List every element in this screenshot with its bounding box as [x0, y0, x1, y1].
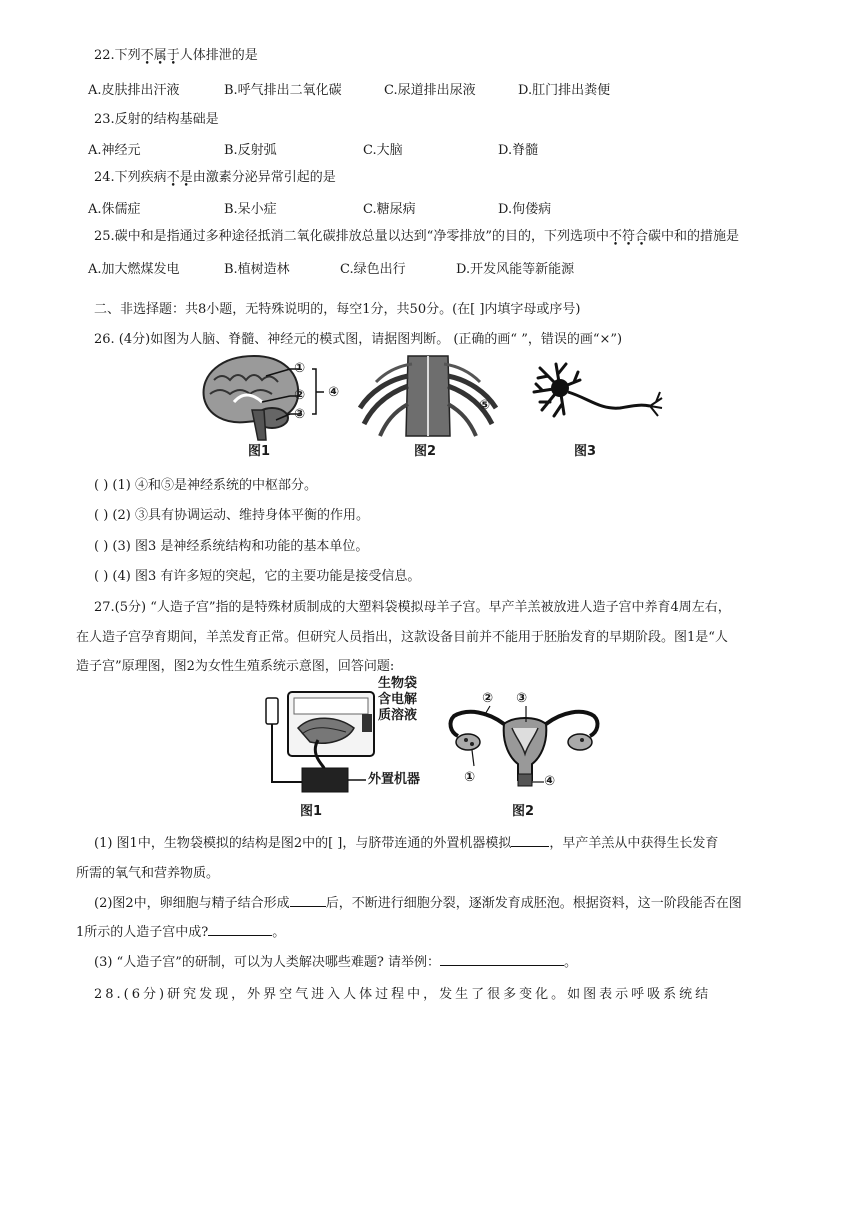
fig1-label-4: ④ — [328, 385, 340, 400]
q25-stem-post: 碳中和的措施是 — [648, 229, 740, 244]
q27-sub3-answer-blank[interactable] — [440, 953, 564, 966]
q26-caption-fig2: 图2 — [414, 444, 437, 459]
fig-repro-label-2: ② — [482, 691, 494, 706]
q24-option-d: D.佝偻病 — [498, 202, 552, 217]
spinal-cord-figure — [358, 352, 498, 438]
fig1-label-2: ② — [294, 388, 306, 403]
q25-option-a: A.加大燃煤发电 — [88, 262, 180, 277]
artificial-womb-figure — [262, 684, 378, 798]
q27-sub3-end: 。 — [563, 955, 577, 970]
q27-sub2-text-a: (2)图2中，卵细胞与精子结合形成 — [94, 896, 290, 911]
q27-sub1-text-a: (1) 图1中，生物袋模拟的结构是图2中的[ ]，与脐带连通的外置机器模拟 — [94, 836, 512, 851]
q25-option-b: B.植树造林 — [224, 262, 290, 277]
q22-emph-char: 属 — [153, 48, 167, 63]
q25-emph-char: 合 — [635, 229, 649, 244]
q27-sub2-answer-blank-2[interactable] — [208, 923, 272, 936]
q27-line-3: 造子宫”原理图，图2为女性生殖系统示意图，回答问题: — [76, 659, 395, 674]
q27-caption-fig1: 图1 — [300, 804, 323, 819]
q24-option-b: B.呆小症 — [224, 202, 277, 217]
fig2-label-5: ⑤ — [479, 398, 491, 413]
q22-emph-char: 于 — [166, 48, 180, 63]
q26-item-2: ( ) (2) ③具有协调运动、维持身体平衡的作用。 — [94, 508, 369, 523]
q27-sub1-text-b: ，早产羊羔从中获得生长发育 — [549, 836, 719, 851]
fig-womb-label-line2: 含电解 — [378, 692, 418, 707]
q27-sub1-line2: 所需的氧气和营养物质。 — [76, 866, 220, 881]
q22-option-a: A.皮肤排出汗液 — [88, 83, 180, 98]
q23-stem: 23.反射的结构基础是 — [94, 112, 219, 127]
q23-option-a: A.神经元 — [88, 143, 141, 158]
q22-option-c: C.尿道排出尿液 — [384, 83, 476, 98]
q27-line-1: 27.(5分) “人造子宫”指的是特殊材质制成的大塑料袋模拟母羊子宫。早产羊羔被放进人造子宫中养育4周左右， — [94, 600, 731, 615]
q25-emph-char: 符 — [621, 229, 635, 244]
q27-sub2-end: 。 — [272, 925, 286, 940]
q22-option-b: B.呼气排出二氧化碳 — [224, 83, 342, 98]
q27-sub1-line1 — [94, 832, 718, 851]
q24-stem-pre: 24.下列疾病 — [94, 170, 167, 185]
q27-sub2-line2 — [76, 921, 285, 940]
q24-emph-char: 不 — [166, 170, 180, 185]
fig-repro-label-1: ① — [464, 770, 476, 785]
q22-option-d: D.肛门排出粪便 — [518, 83, 611, 98]
q23-option-b: B.反射弧 — [224, 143, 277, 158]
q27-sub1-answer-blank[interactable] — [511, 834, 549, 847]
q26-caption-fig3: 图3 — [574, 444, 597, 459]
q27-sub2-line1 — [94, 892, 742, 911]
q27-caption-fig2: 图2 — [512, 804, 535, 819]
q23-option-c: C.大脑 — [363, 143, 403, 158]
q27-sub2-answer-blank[interactable] — [290, 894, 326, 907]
section-heading: 二、非选择题：共8小题，无特殊说明的，每空1分，共50分。(在[ ]内填字母或序号) — [94, 302, 581, 317]
q25-option-c: C.绿色出行 — [340, 262, 406, 277]
fig1-label-1: ① — [294, 361, 306, 376]
q22-emph-char: 不 — [140, 48, 154, 63]
q24-emph-char: 是 — [179, 170, 193, 185]
q26-item-3: ( ) (3) 图3 是神经系统结构和功能的基本单位。 — [94, 539, 369, 554]
fig-repro-label-4: ④ — [544, 774, 556, 789]
q27-sub2-text-c: 1所示的人造子宫中成? — [76, 925, 209, 940]
q24-option-a: A.侏儒症 — [88, 202, 141, 217]
q23-option-d: D.脊髓 — [498, 143, 539, 158]
q26-caption-fig1: 图1 — [248, 444, 271, 459]
q25-stem — [94, 225, 739, 244]
q27-line-2: 在人造子宫孕育期间，羊羔发育正常。但研究人员指出，这款设备目前并不能用于胚胎发育的早期阶段。图1是“人 — [76, 630, 728, 645]
q27-sub2-text-b: 后，不断进行细胞分裂，逐渐发育成胚泡。根据资料，这一阶段能否在图 — [325, 896, 742, 911]
q24-stem — [94, 166, 336, 185]
q25-option-d: D.开发风能等新能源 — [456, 262, 575, 277]
q26-item-4: ( ) (4) 图3 有许多短的突起，它的主要功能是接受信息。 — [94, 569, 421, 584]
q27-sub3 — [94, 951, 577, 970]
q27-sub3-text: (3) “人造子宫”的研制，可以为人类解决哪些难题? 请举例： — [94, 955, 440, 970]
q25-stem-pre: 25.碳中和是指通过多种途径抵消二氧化碳排放总量以达到“净零排放”的目的，下列选项中 — [94, 229, 609, 244]
fig-womb-label-bag: 生物袋 — [378, 676, 418, 691]
q24-option-c: C.糖尿病 — [363, 202, 416, 217]
q24-stem-post: 由激素分泌异常引起的是 — [192, 170, 336, 185]
fig1-label-3: ③ — [294, 407, 306, 422]
neuron-figure — [528, 358, 668, 428]
q26-item-1: ( ) (1) ④和⑤是神经系统的中枢部分。 — [94, 478, 317, 493]
q28-stem: 28.(6分)研究发现，外界空气进入人体过程中，发生了很多变化。如图表示呼吸系统结 — [94, 987, 712, 1002]
q25-emph-char: 不 — [608, 229, 622, 244]
q22-stem — [94, 44, 258, 63]
q22-stem-post: 人体排泄的是 — [179, 48, 258, 63]
fig-repro-label-3: ③ — [516, 691, 528, 706]
q22-stem-pre: 22.下列 — [94, 48, 141, 63]
fig-womb-label-line3: 质溶液 — [378, 708, 418, 723]
fig-womb-label-machine: 外置机器 — [368, 772, 421, 787]
q26-stem: 26. (4分)如图为人脑、脊髓、神经元的模式图，请据图判断。 (正确的画“ ”，错误的画“×”) — [94, 332, 623, 347]
